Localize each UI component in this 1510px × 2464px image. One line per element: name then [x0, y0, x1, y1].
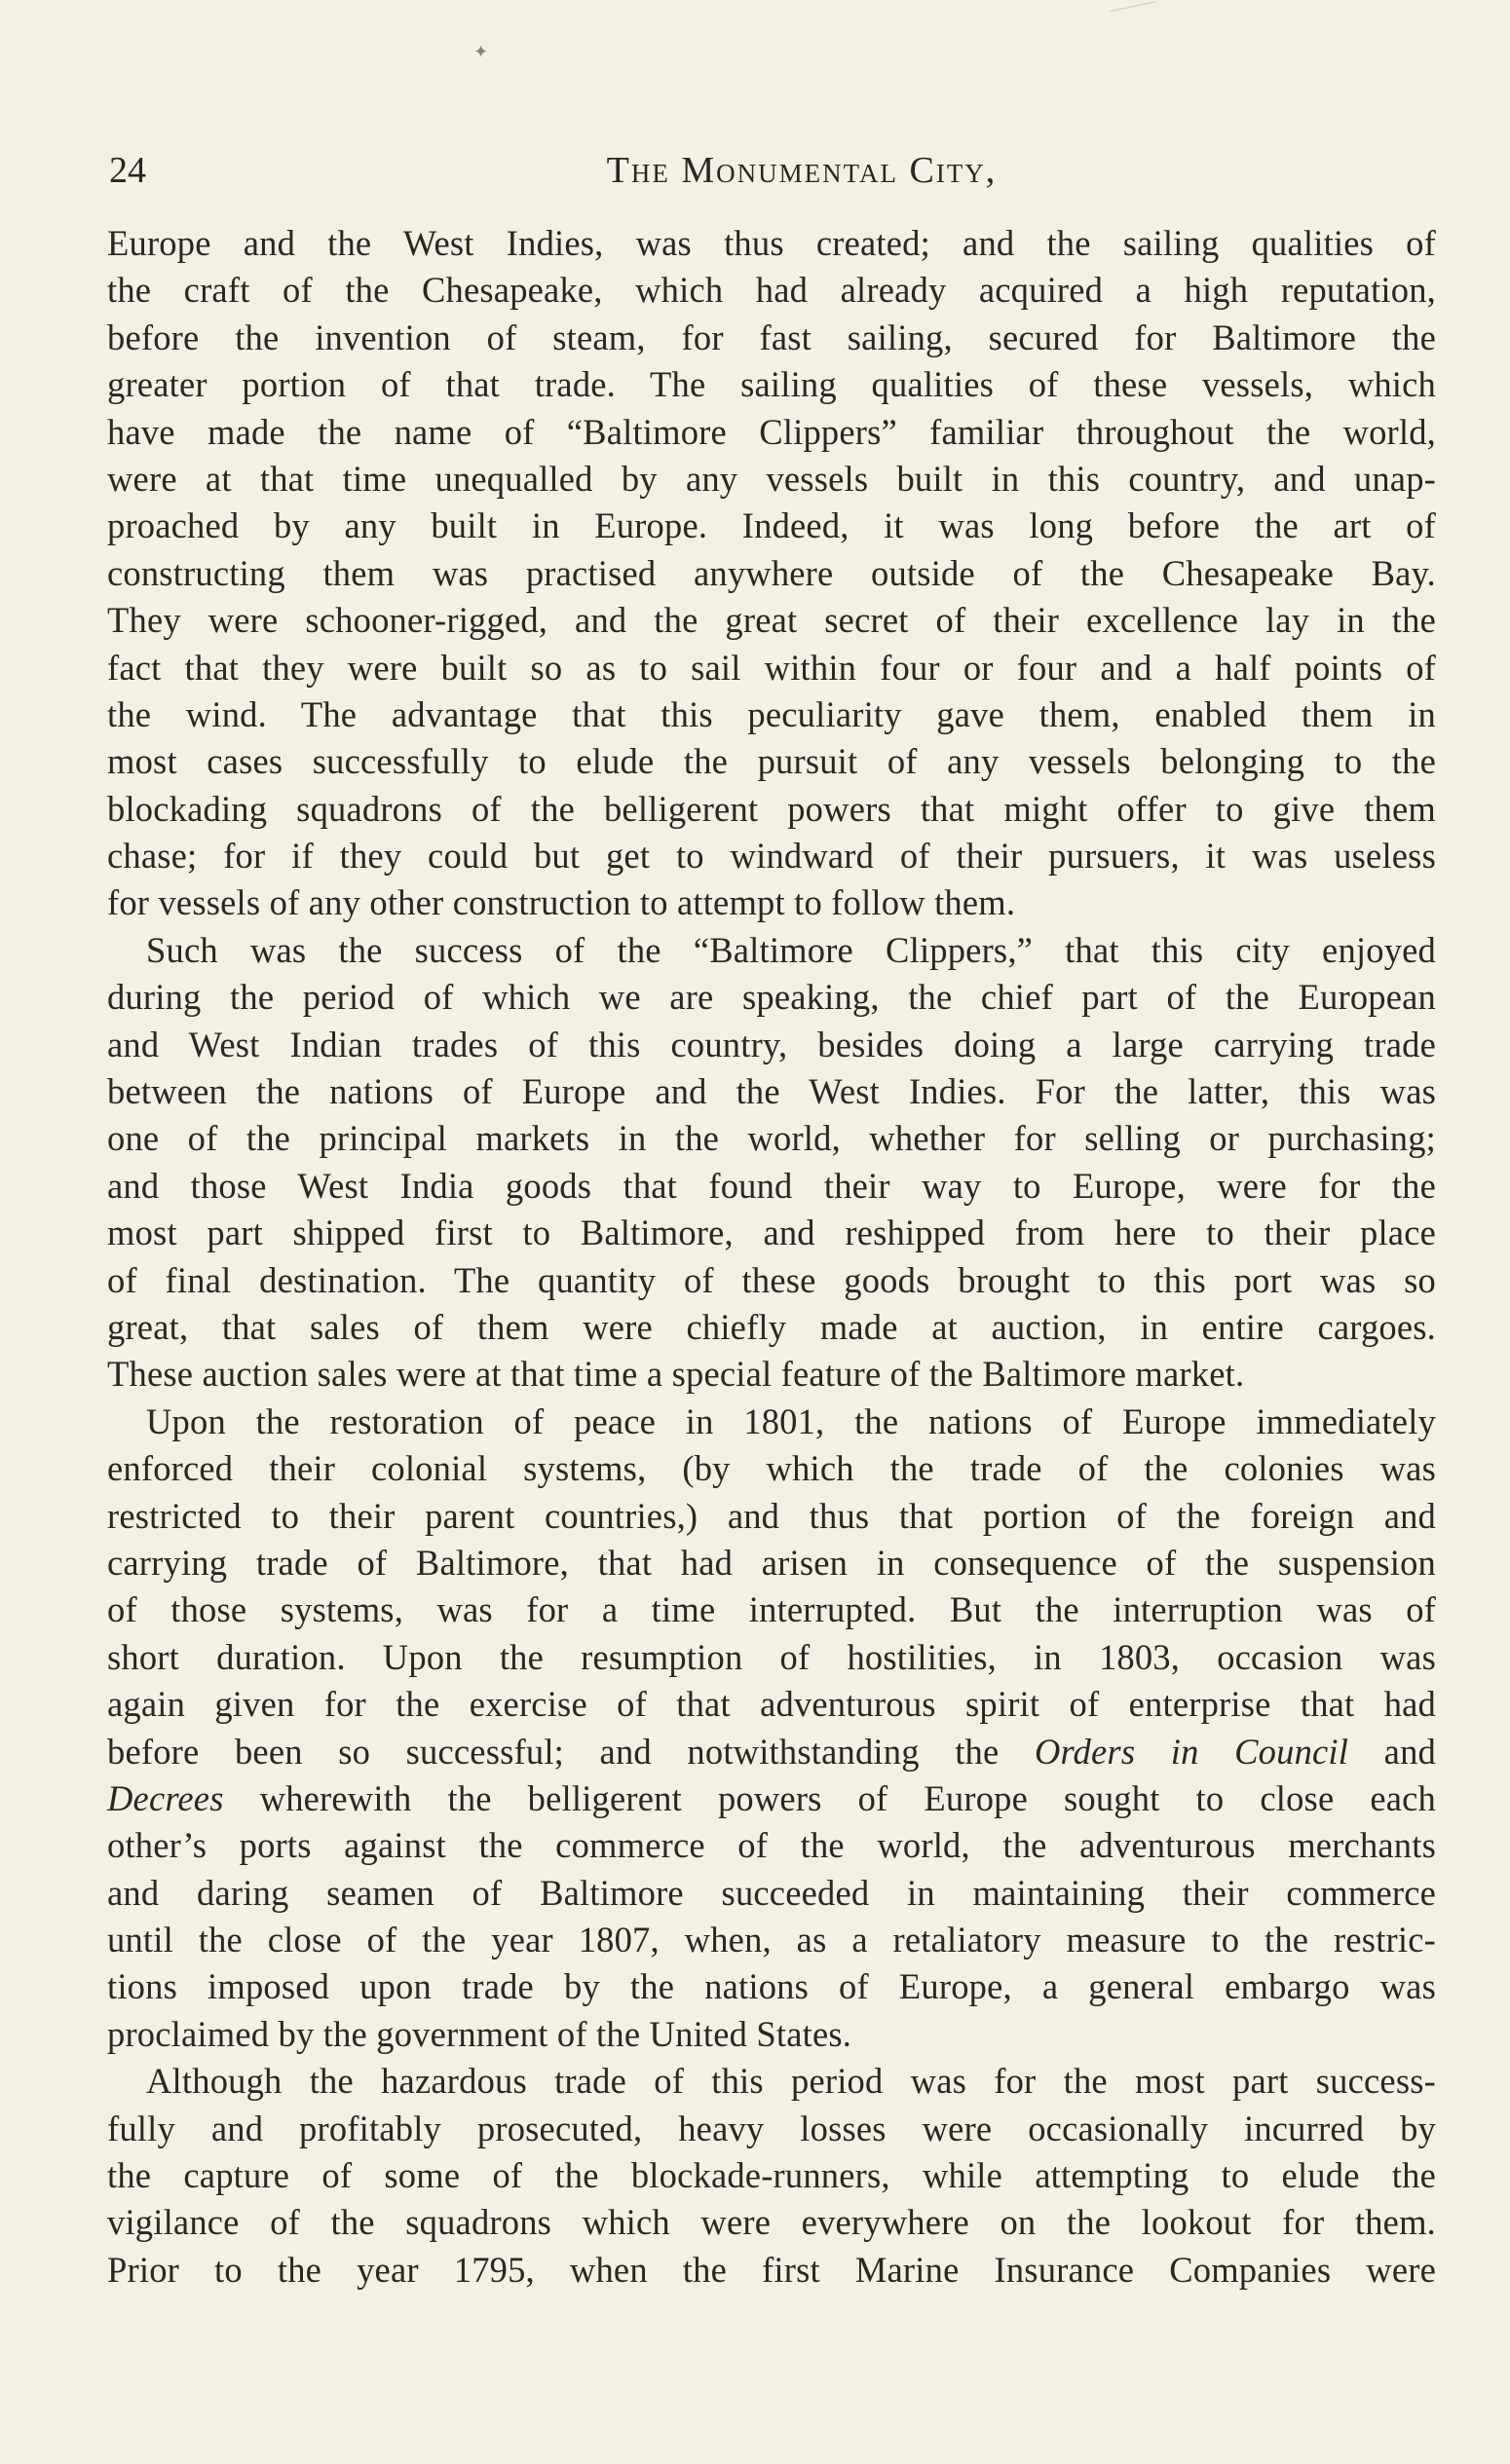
text-line: enforced their colonial systems, (by which the trade of the colonies was [107, 1448, 1436, 1489]
text-line: vigilance of the squadrons which were everywhere on the lookout for them. [107, 2202, 1436, 2243]
text-line: other’s ports against the commerce of the world, the adventurous merchants [107, 1825, 1436, 1866]
text-line: between the nations of Europe and the West Indies. For the latter, this was [107, 1071, 1436, 1112]
text-line: before the invention of steam, for fast sailing, secured for Baltimore the [107, 317, 1436, 357]
text-segment: wherewith the belligerent powers of Europe sought to close each [223, 1777, 1436, 1818]
text-line: were at that time unequalled by any vessels built in this country, and unap- [107, 458, 1436, 499]
text-line: Such was the success of the “Baltimore Clippers,” that this city enjoyed [146, 929, 1436, 970]
italic-phrase: Decrees [107, 1777, 224, 1818]
text-line: fully and profitably prosecuted, heavy losses were occasionally incurred by [107, 2108, 1436, 2148]
text-line: greater portion of that trade. The sailing qualities of these vessels, which [107, 364, 1436, 405]
text-line: tions imposed upon trade by the nations of Europe, a general embargo was [107, 1966, 1436, 2007]
text-line: These auction sales were at that time a special feature of the Baltimore market. [107, 1354, 1245, 1395]
text-line: proclaimed by the government of the United States. [107, 2013, 852, 2054]
text-line: short duration. Upon the resumption of hostilities, in 1803, occasion was [107, 1636, 1436, 1677]
text-line: Upon the restoration of peace in 1801, the nations of Europe immediately [146, 1400, 1436, 1441]
text-line: They were schooner-rigged, and the great secret of their excellence lay in the [107, 600, 1436, 641]
text-line: fact that they were built so as to sail within four or four and a half points of [107, 647, 1436, 688]
text-line: Although the hazardous trade of this period was for the most part success- [146, 2061, 1436, 2102]
text-line: one of the principal markets in the world, whether for selling or purchasing; [107, 1118, 1436, 1159]
text-line: restricted to their parent countries,) and thus that portion of the foreign and [107, 1495, 1436, 1536]
text-segment: and [1348, 1731, 1436, 1772]
text-line: most cases successfully to elude the pursuit of any vessels belonging to the [107, 741, 1436, 782]
text-line [107, 1729, 1436, 1775]
text-line: blockading squadrons of the belligerent powers that might offer to give them [107, 788, 1436, 829]
text-line: of those systems, was for a time interrupted. But the interruption was of [107, 1589, 1436, 1630]
text-line: the wind. The advantage that this peculiarity gave them, enabled them in [107, 693, 1436, 734]
running-head: The Monumental City, [606, 150, 998, 191]
text-line: the craft of the Chesapeake, which had already acquired a high reputation, [107, 270, 1436, 311]
text-line: again given for the exercise of that adventurous spirit of enterprise that had [107, 1684, 1436, 1725]
text-line: and daring seamen of Baltimore succeeded in maintaining their commerce [107, 1872, 1436, 1913]
pencil-mark [1110, 1, 1157, 21]
text-line: most part shipped first to Baltimore, and reshipped from here to their place [107, 1213, 1436, 1253]
text-line: great, that sales of them were chiefly made at auction, in entire cargoes. [107, 1306, 1436, 1347]
text-line: for vessels of any other construction to attempt to follow them. [107, 882, 1016, 923]
page-number: 24 [109, 150, 146, 191]
text-line: Prior to the year 1795, when the first Marine Insurance Companies were [107, 2249, 1436, 2290]
text-line: have made the name of “Baltimore Clippers” familiar throughout the world, [107, 411, 1436, 452]
text-line: Europe and the West Indies, was thus created; and the sailing qualities of [107, 223, 1436, 263]
text-line: of final destination. The quantity of these goods brought to this port was so [107, 1259, 1436, 1300]
ink-speck: ✦ [473, 42, 489, 61]
text-line: carrying trade of Baltimore, that had arisen in consequence of the suspension [107, 1542, 1436, 1583]
text-line: until the close of the year 1807, when, as a retaliatory measure to the restric- [107, 1920, 1436, 1960]
text-line: the capture of some of the blockade-runners, while attempting to elude the [107, 2155, 1436, 2196]
text-line: chase; for if they could but get to windward of their pursuers, it was useless [107, 836, 1436, 877]
text-line [107, 1775, 1436, 1822]
body-text [107, 220, 1436, 2294]
italic-phrase: Orders in Council [1034, 1731, 1349, 1772]
page-header [109, 146, 1436, 195]
text-line: and those West India goods that found their way to Europe, were for the [107, 1165, 1436, 1206]
text-line: and West Indian trades of this country, besides doing a large carrying trade [107, 1024, 1436, 1064]
text-line: constructing them was practised anywhere outside of the Chesapeake Bay. [107, 552, 1436, 593]
text-segment: before been so successful; and notwithstanding the [107, 1731, 1035, 1772]
text-line: proached by any built in Europe. Indeed, it was long before the art of [107, 505, 1436, 546]
text-line: during the period of which we are speaking, the chief part of the European [107, 977, 1436, 1018]
